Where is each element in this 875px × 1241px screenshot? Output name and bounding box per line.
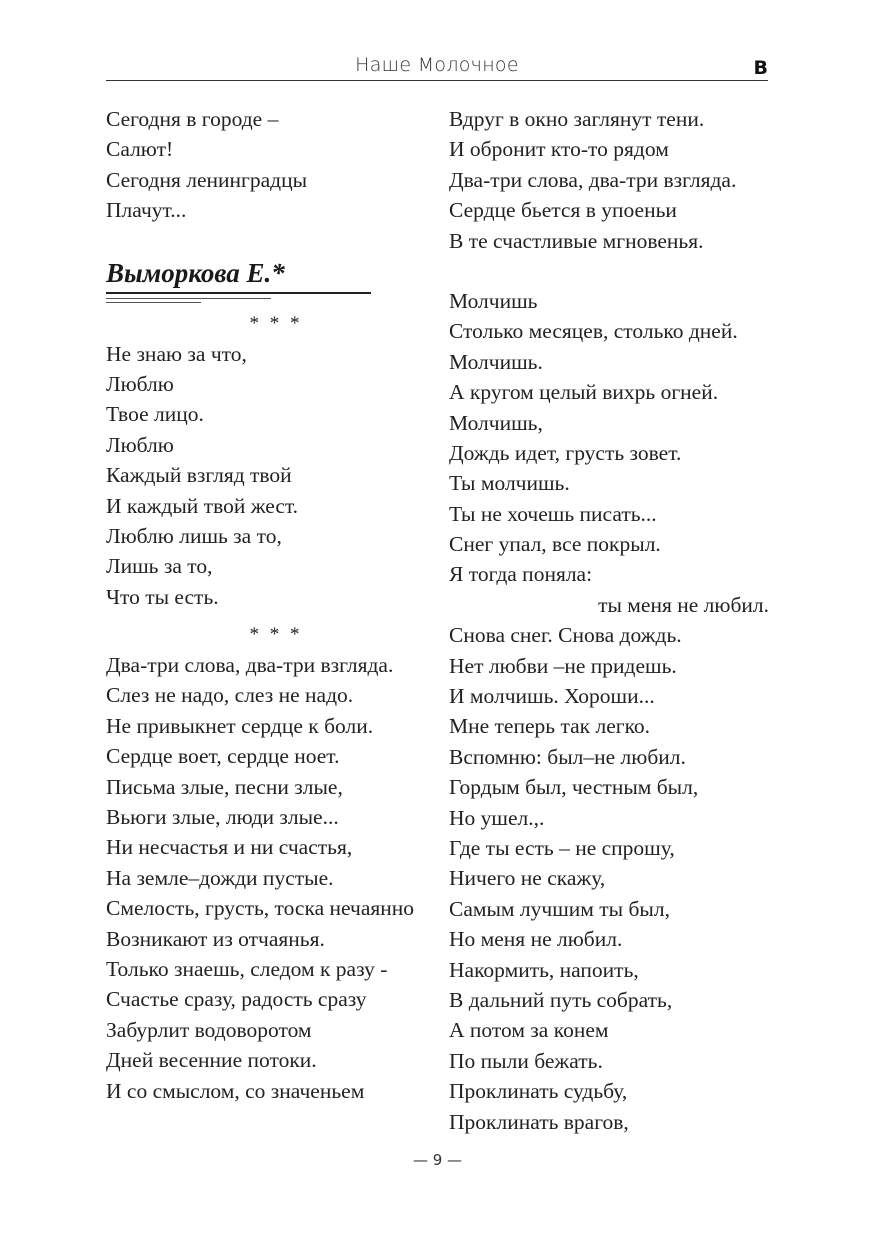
- poem-line: Дождь идет, грусть зовет.: [449, 440, 682, 465]
- poem-line: Только знаешь, следом к разу -: [106, 956, 388, 981]
- journal-title: Наше Молочное: [355, 54, 519, 76]
- poem-line: Два-три слова, два-три взгляда.: [449, 167, 737, 192]
- poem-line: Слез не надо, слез не надо.: [106, 683, 354, 708]
- poem-line: Люблю: [106, 371, 174, 396]
- poem-line: Сегодня в городе –: [106, 107, 279, 131]
- decorative-rule: [106, 302, 201, 303]
- poem-line: Забурлит водоворотом: [106, 1017, 312, 1042]
- poem-line: И обронит кто-то рядом: [449, 137, 669, 162]
- poem-line: Не знаю за что,: [106, 341, 247, 366]
- poem-line: Не привыкнет сердце к боли.: [106, 713, 374, 738]
- poem-line: Столько месяцев, столько дней.: [449, 319, 738, 344]
- poem-line: Твое лицо.: [106, 402, 204, 427]
- right-column: [449, 104, 769, 1137]
- poem-2: [106, 650, 436, 1106]
- right-stanza-1: [449, 104, 769, 256]
- section-letter: В: [753, 57, 768, 79]
- poem-line: Дней весенние потоки.: [106, 1048, 317, 1073]
- poem-line: Гордым был, честным был,: [449, 775, 699, 800]
- poem-line: Каждый взгляд твой: [106, 463, 292, 488]
- poem-line: По пыли бежать.: [449, 1048, 603, 1073]
- poem-line: И каждый твой жест.: [106, 493, 299, 518]
- poem-line: Люблю лишь за то,: [106, 523, 282, 548]
- poem-line: Мне теперь так легко.: [449, 714, 651, 739]
- stanza-gap: [449, 256, 769, 286]
- poem-line: Молчишь: [449, 288, 538, 313]
- page-number: — 9 —: [412, 1151, 463, 1169]
- poem-line: Самым лучшим ты был,: [449, 896, 670, 921]
- page-header: [106, 52, 768, 81]
- poem-line: Ничего не скажу,: [449, 866, 606, 891]
- poem-line: Молчишь,: [449, 410, 543, 435]
- poem-line: Ты не хочешь писать...: [449, 501, 657, 526]
- poem-line: И молчишь. Хороши...: [449, 684, 655, 709]
- poem-line: И со смыслом, со значеньем: [106, 1078, 365, 1103]
- poem-line: Проклинать судьбу,: [449, 1079, 628, 1104]
- right-stanza-2: [449, 286, 769, 1137]
- poem-line: Сегодня ленинградцы: [106, 167, 308, 192]
- poem-line: В те счастливые мгновенья.: [449, 228, 704, 253]
- poem-line: Накормить, напоить,: [449, 957, 639, 982]
- author-underline: [106, 292, 371, 294]
- poem-line: Вдруг в окно заглянут тени.: [449, 107, 705, 131]
- poem-line: Плачут...: [106, 198, 187, 223]
- intro-stanza: [106, 104, 436, 226]
- poem-line: Но меня не любил.: [449, 927, 623, 952]
- poem-line: А потом за конем: [449, 1018, 609, 1043]
- poem-line: Проклинать врагов,: [449, 1109, 629, 1134]
- poem-line: Счастье сразу, радость сразу: [106, 987, 367, 1012]
- poem-line: А кругом целый вихрь огней.: [449, 380, 719, 405]
- poem-line: Смелость, грусть, тоска нечаянно: [106, 896, 415, 921]
- poem-line: Салют!: [106, 137, 174, 162]
- stanza-separator: * * *: [249, 312, 303, 334]
- poem-line: Люблю: [106, 432, 174, 457]
- indented-poem-line: ты меня не любил.: [598, 592, 769, 617]
- decorative-rule: [106, 298, 271, 299]
- poem-1: [106, 339, 436, 613]
- poem-line: Нет любви –не придешь.: [449, 653, 677, 678]
- poem-line: Я тогда поняла:: [449, 562, 593, 587]
- poem-line: Письма злые, песни злые,: [106, 774, 343, 799]
- poem-line: Снова снег. Снова дождь.: [449, 623, 682, 648]
- poem-line: Снег упал, все покрыл.: [449, 532, 661, 557]
- poem-line: Сердце воет, сердце ноет.: [106, 744, 340, 769]
- poem-line: Вспомню: был–не любил.: [449, 744, 686, 769]
- author-heading-block: [106, 256, 436, 303]
- poem-line: На земле–дожди пустые.: [106, 865, 334, 890]
- poem-line: Молчишь.: [449, 349, 543, 374]
- poem-line: Но ушел.,.: [449, 805, 545, 830]
- poem-line: Вьюги злые, люди злые...: [106, 805, 339, 830]
- poem-line: Лишь за то,: [106, 554, 213, 579]
- poem-line: Ты молчишь.: [449, 471, 570, 496]
- left-column: [106, 104, 436, 1106]
- poem-line: Два-три слова, два-три взгляда.: [106, 653, 394, 678]
- stanza-separator: * * *: [249, 624, 303, 646]
- poem-line: Сердце бьется в упоеньи: [449, 198, 677, 223]
- poem-line: Возникают из отчаянья.: [106, 926, 325, 951]
- poem-line: Где ты есть – не спрошу,: [449, 835, 675, 860]
- author-name: Выморкова Е.*: [106, 257, 285, 288]
- poem-line: В дальний путь собрать,: [449, 987, 673, 1012]
- poem-line: Что ты есть.: [106, 584, 219, 609]
- poem-line: Ни несчастья и ни счастья,: [106, 835, 353, 860]
